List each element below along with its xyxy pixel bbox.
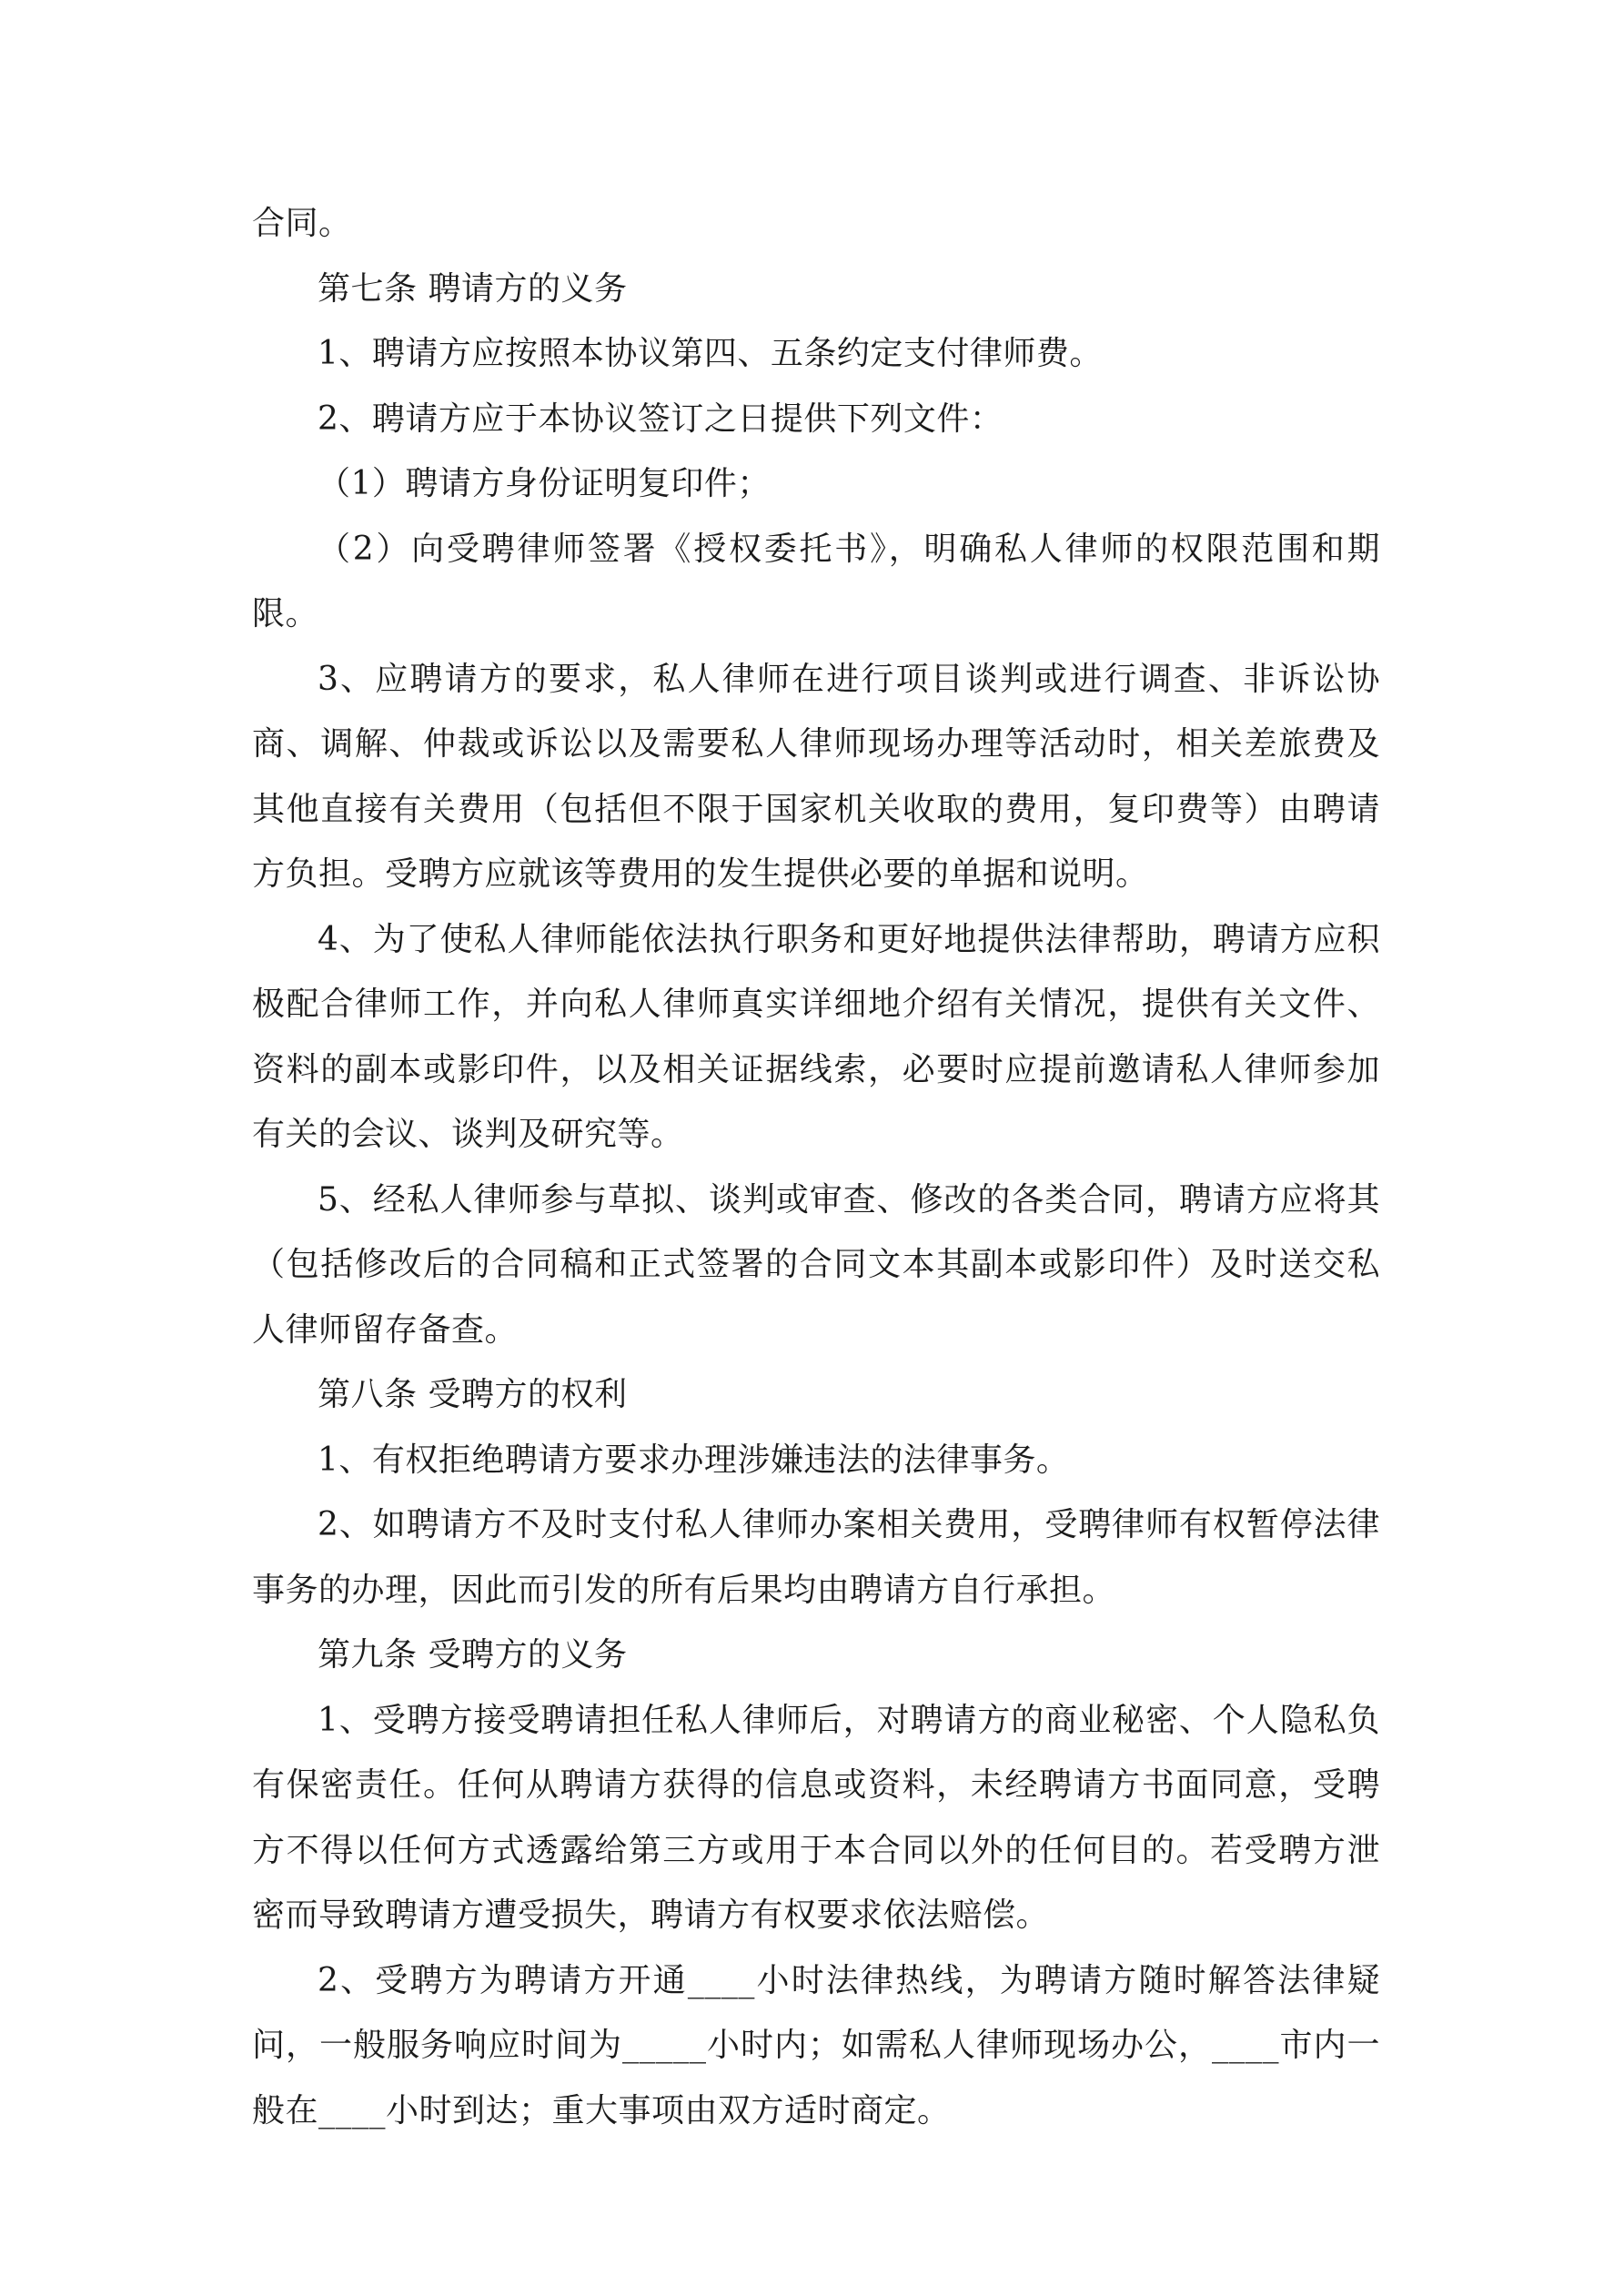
article-7-item-5: 5、经私人律师参与草拟、谈判或审查、修改的各类合同，聘请方应将其（包括修改后的合同稿和正式签署的合同文本其副本或影印件）及时送交私人律师留存备查。 bbox=[252, 1180, 1380, 1349]
article-9-item-2: 2、受聘方为聘请方开通____小时法律热线，为聘请方随时解答法律疑问，一般服务响应时间为_____小时内；如需私人律师现场办公，____市内一般在____小时到达；重大事项由双方适时商定。 bbox=[252, 1961, 1380, 2129]
article-7-item-2-sub-1: （1）聘请方身份证明复印件； bbox=[318, 465, 771, 502]
article-7-item-2-sub-2: （2）向受聘律师签署《授权委托书》，明确私人律师的权限范围和期限。 bbox=[252, 530, 1380, 632]
article-7-item-1: 1、聘请方应按照本协议第四、五条约定支付律师费。 bbox=[318, 335, 1103, 372]
article-8-item-1: 1、有权拒绝聘请方要求办理涉嫌违法的法律事务。 bbox=[318, 1441, 1070, 1479]
paragraph-contract-end: 合同。 bbox=[252, 205, 352, 242]
article-7-item-3: 3、应聘请方的要求，私人律师在进行项目谈判或进行调查、非诉讼协商、调解、仲裁或诉讼以及需要私人律师现场办理等活动时，相关差旅费及其他直接有关费用（包括但不限于国家机关收取的费用，复印费等）由聘请方负担。受聘方应就该等费用的发生提供必要的单据和说明。 bbox=[252, 660, 1380, 893]
article-7-item-2: 2、聘请方应于本协议签订之日提供下列文件： bbox=[318, 400, 1004, 438]
article-7-heading: 第七条 聘请方的义务 bbox=[318, 269, 628, 308]
article-8-item-2: 2、如聘请方不及时支付私人律师办案相关费用，受聘律师有权暂停法律事务的办理，因此而引发的所有后果均由聘请方自行承担。 bbox=[252, 1506, 1380, 1609]
article-8-heading: 第八条 受聘方的权利 bbox=[318, 1376, 628, 1413]
article-7-item-4: 4、为了使私人律师能依法执行职务和更好地提供法律帮助，聘请方应积极配合律师工作，并向私人律师真实详细地介绍有关情况，提供有关文件、资料的副本或影印件，以及相关证据线索，必要时应提前邀请私人律师参加有关的会议、谈判及研究等。 bbox=[252, 920, 1380, 1153]
article-9-item-1: 1、受聘方接受聘请担任私人律师后，对聘请方的商业秘密、个人隐私负有保密责任。任何从聘请方获得的信息或资料，未经聘请方书面同意，受聘方不得以任何方式透露给第三方或用于本合同以外的任何目的。若受聘方泄密而导致聘请方遭受损失，聘请方有权要求依法赔偿。 bbox=[252, 1701, 1380, 1934]
document-body bbox=[252, 191, 1380, 2143]
article-9-heading: 第九条 受聘方的义务 bbox=[318, 1636, 628, 1674]
